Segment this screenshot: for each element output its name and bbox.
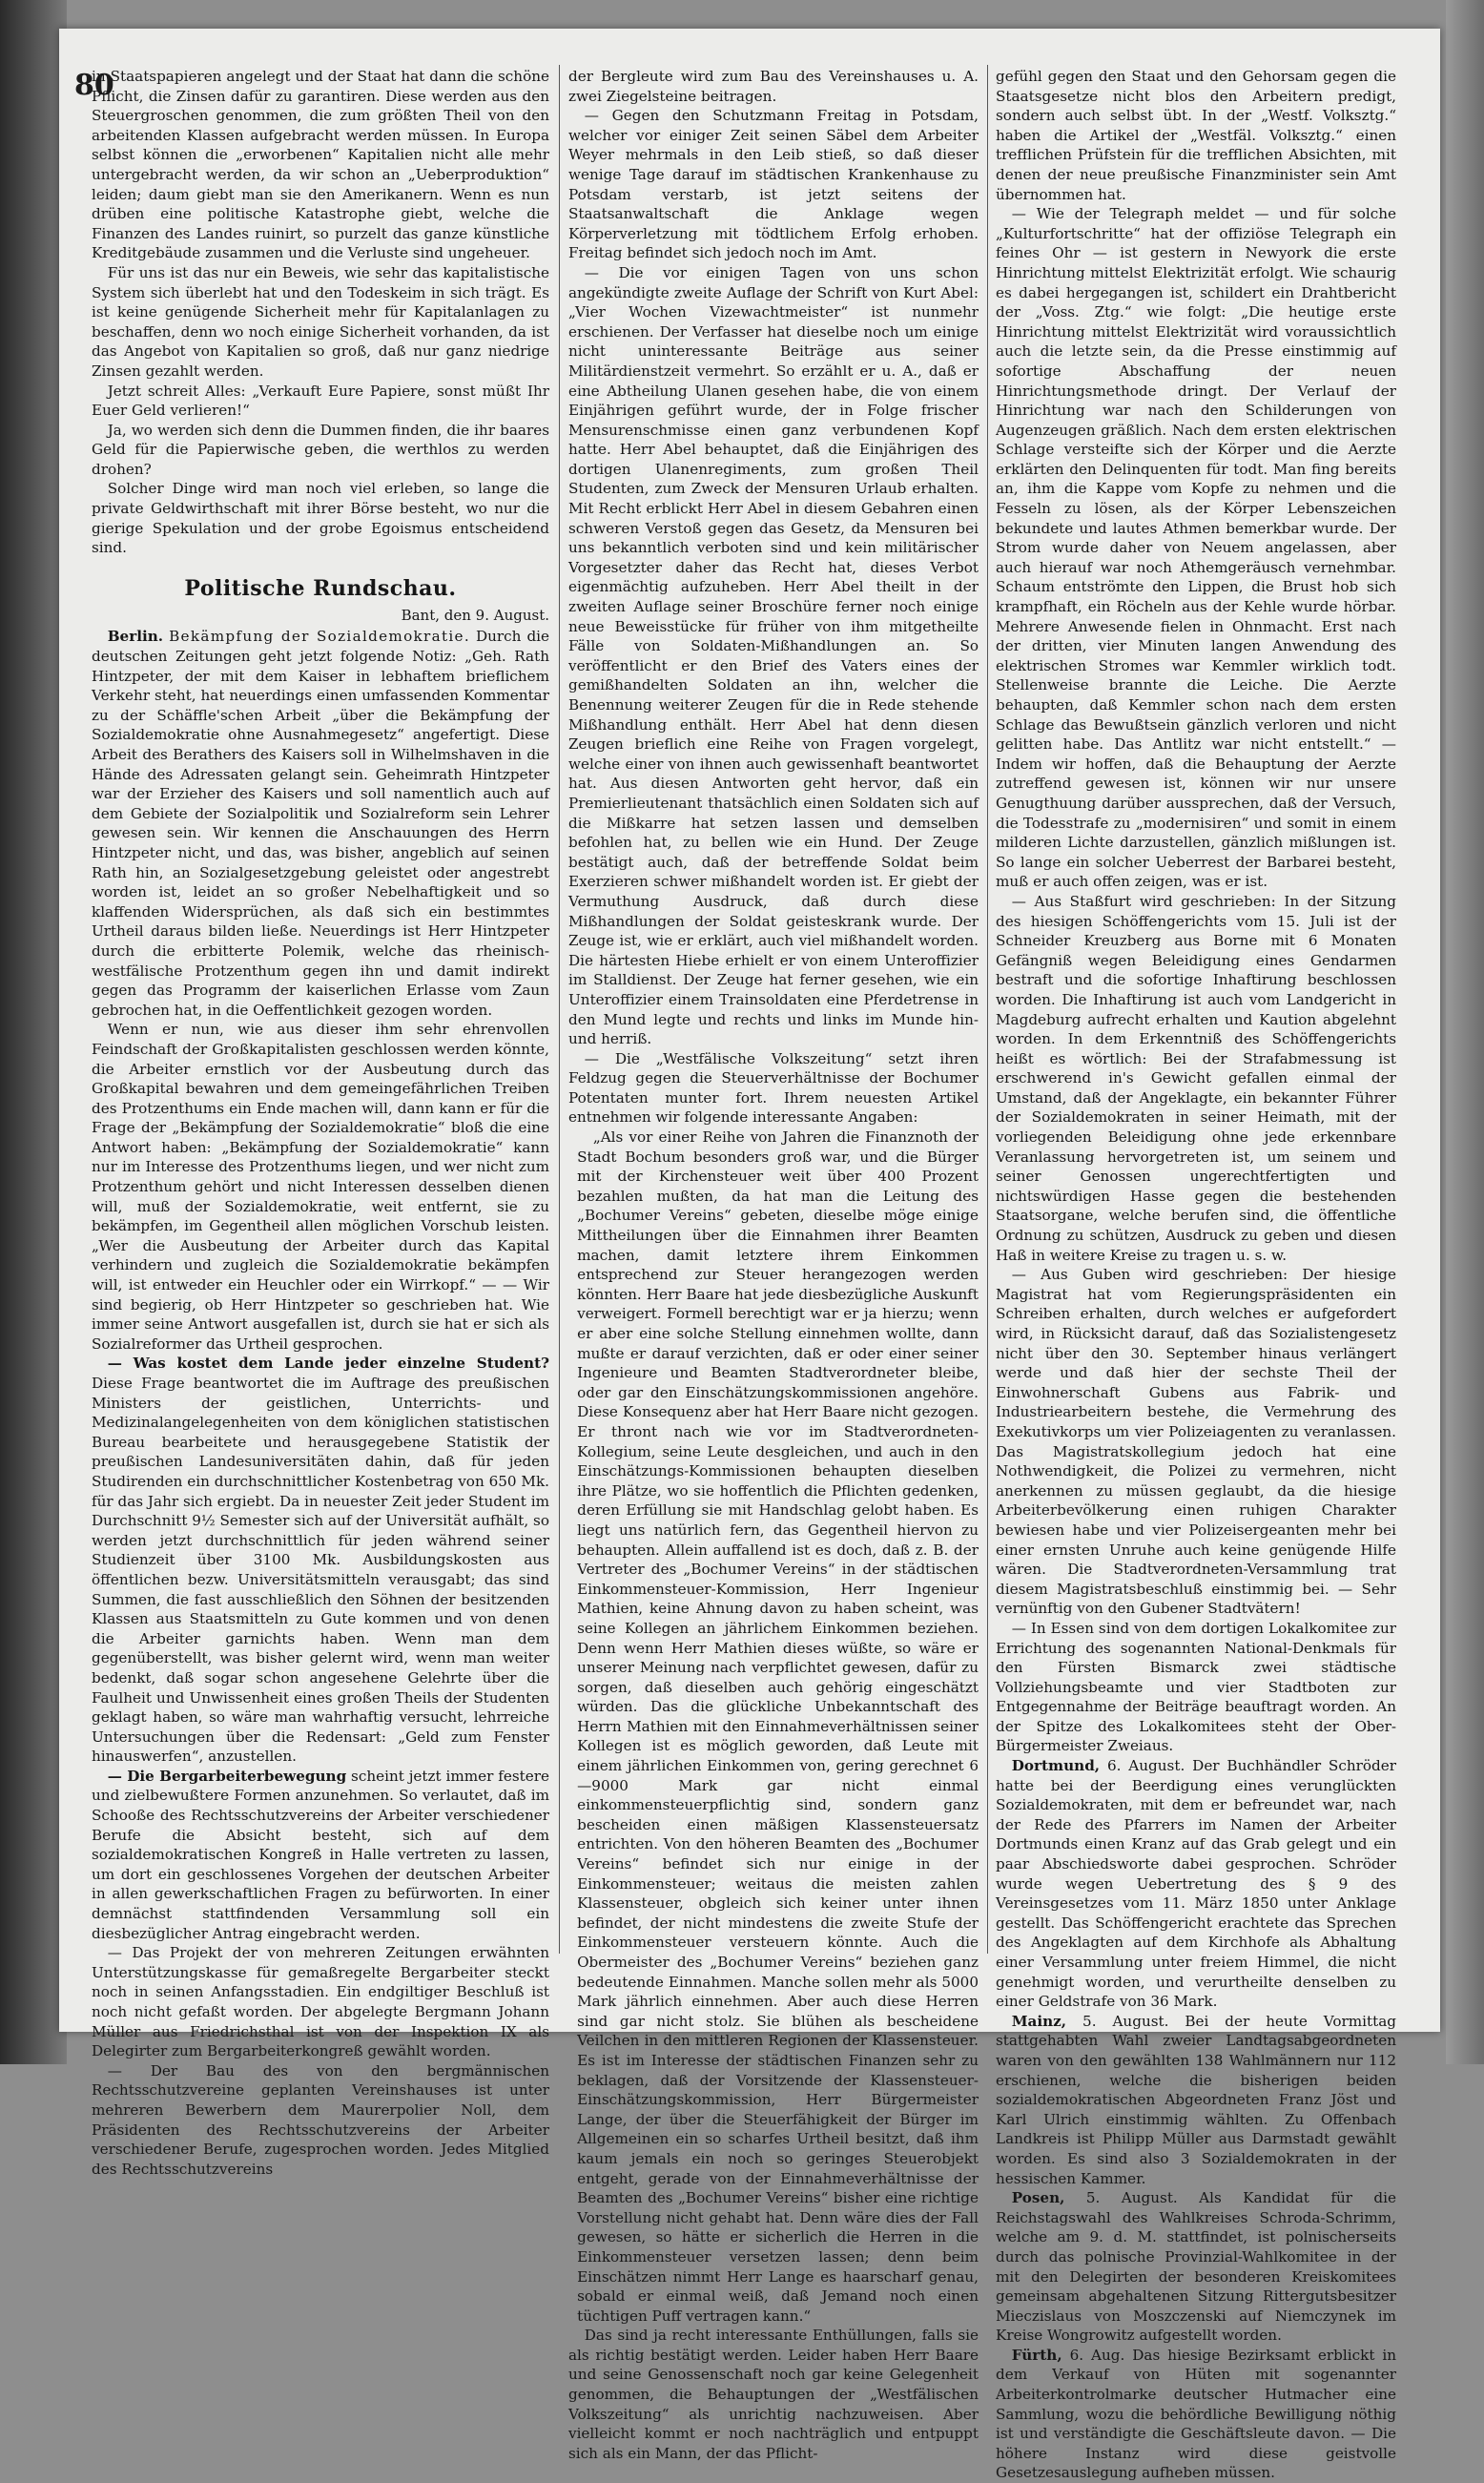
column-rule [987, 65, 988, 1954]
news-item-headline: — Die Bergarbeiterbewegung [107, 1767, 347, 1785]
news-item-headline: — Was kostet dem Lande jeder einzelne Student? [107, 1355, 549, 1373]
news-item: — In Essen sind von dem dortigen Lokalkomitee zur Errichtung des sogenannten National-Denkmals für den Fürsten Bismarck zwei städtische Vollziehungsbeamte und vier Stadtboten zur Entgegennahme der Beiträge beauftragt worden. An der Spitze des Lokalkomitees steht der Ober-Bürgermeister Zweiaus. [996, 1619, 1396, 1755]
column-left [92, 67, 550, 2178]
column-middle [568, 67, 979, 2462]
article-paragraph: Das sind ja recht interessante Enthüllungen, falls sie als richtig bestätigt werden. Leider haben Herr Baare und seine Genossenschaft noch gar keine Gelegenheit genommen, die Behauptungen der „Westfälischen Volkszeitung“ als unrichtig nachzuweisen. Aber vielleicht kommt er noch nachträglich und entpuppt sich als ein Mann, der das Pflicht- [568, 2327, 979, 2462]
news-item-text: Durch die deutschen Zeitungen geht jetzt folgende Notiz: „Geh. Rath Hintzpeter, der mit dem Kaiser in lebhaftem brieflichem Verkehr steht, hat neuerdings einen umfassenden Kommentar zu der Schäffle'schen Arbeit „über die Bekämpfung der Sozialdemokratie ohne Ausnahmegesetz“ angefertigt. Diese Arbeit des Berathers des Kaisers soll in Wilhelmshaven in die Hände des Adressaten gelangt sein. Geheimrath Hintzpeter war der Erzieher des Kaisers und soll namentlich auch auf dem Gebiete der Sozialpolitik und Sozialreform sein Lehrer gewesen sein. Wir kennen die Anschauungen des Herrn Hintzpeter nicht, und das, was bisher, angeblich auf seinen Rath hin, an Sozialgesetzgebung geleistet oder angestrebt worden ist, leidet an so großer Nebelhaftigkeit und so klaffenden Widersprüchen, als daß sich ein bestimmtes Urtheil daraus bilden ließe. Neuerdings ist Herr Hintzpeter durch die erbitterte Polemik, welche das rheinisch-westfälische Protzenthum gegen ihn und damit indirekt gegen das Programm der kaiserlichen Erlasse vom Zaun gebrochen hat, in die Oeffentlichkeit gezogen worden. [92, 628, 550, 1019]
news-item-text: 6. August. Der Buchhändler Schröder hatte bei der Beerdigung eines verunglückten Sozialdemokraten, mit dem er befreundet war, nach der Rede des Pfarrers im Namen der Arbeiter Dortmunds einen Kranz auf das Grab gelegt und ein paar Abschiedsworte dabei gesprochen. Schröder wurde wegen Uebertretung des § 9 des Vereinsgesetzes vom 11. März 1850 unter Anklage gestellt. Das Schöffengericht erachtete das Sprechen des Angeklagten auf dem Kirchhofe als Abhaltung einer Versammlung unter freiem Himmel, die nicht genehmigt worden, und verurtheilte denselben zu einer Geldstrafe von 36 Mark. [996, 1757, 1396, 2011]
news-item [996, 1756, 1396, 2012]
article-paragraph: gefühl gegen den Staat und den Gehorsam gegen die Staatsgesetze nicht blos den Arbeitern predigt, sondern auch selbst übt. In der „Westf. Volksztg.“ haben die Artikel der „Westfäl. Volksztg.“ einen trefflichen Prüfstein für die trefflichen Absichten, mit denen der neue preußische Finanzminister sein Amt übernommen hat. [996, 68, 1396, 203]
news-item [996, 2012, 1396, 2188]
news-item-text: 5. August. Als Kandidat für die Reichstagswahl des Wahlkreises Schroda-Schrimm, welche am 9. d. M. stattfindet, ist polnischerseits durch das polnische Provinzial-Wahlkomitee in der mit den Delegirten der besonderen Kreiskomitees gemeinsam abgehaltenen Sitzung Rittergutsbesitzer Mieczislaus von Moszczenski auf Niemczynek im Kreise Wongrowitz aufgestellt worden. [996, 2189, 1396, 2345]
news-item-place: Berlin. [107, 628, 164, 646]
news-item: — Der Bau des von den bergmännischen Rechtsschutzvereine geplanten Vereinshauses ist unter mehreren Bewerbern dem Maurerpolier Noll, dem Präsidenten des Rechtsschutzvereins der Arbeiter verschiedener Berufe, zugesprochen worden. Jedes Mitglied des Rechtsschutzvereins [92, 2061, 549, 2178]
article-paragraph: Jetzt schreit Alles: „Verkauft Eure Papiere, sonst müßt Ihr Euer Geld verlieren!“ [92, 382, 549, 420]
section-title: Politische Rundschau. [184, 575, 457, 601]
news-item-subhead: Bekämpfung der Sozialdemokratie. [169, 628, 470, 646]
news-item: — Wie der Telegraph meldet — und für solche „Kulturfortschritte“ hat der offiziöse Telegraph ein feines Ohr — ist gestern in Newyork die erste Hinrichtung mittelst Elektrizität erfolgt. Wie schaurig es dabei hergegangen ist, schildert ein Drahtbericht der „Voss. Ztg.“ wie folgt: „Die heutige erste Hinrichtung mittelst Elektrizität wird voraussichtlich auch die letzte sein, da die Presse einstimmig auf sofortige Abschaffung der neuen Hinrichtungsmethode dringt. Der Verlauf der Hinrichtung war nach den Schilderungen von Augenzeugen gräßlich. Nach dem ersten elektrischen Schlage versteifte sich der Körper und die Aerzte erklärten den Delinquenten für todt. Man fing bereits an, ihm die Kappe vom Kopfe zu nehmen und die Fesseln zu lösen, als der Körper Lebenszeichen bekundete und lautes Athmen bemerkbar wurde. Der Strom wurde daher von Neuem angelassen, aber auch hierauf war noch Athemgeräusch vernehmbar. Schaum entströmte den Lippen, die Brust hob sich krampfhaft, ein Röcheln aus der Kehle wurde hörbar. Mehrere Anwesende fielen in Ohnmacht. Erst nach der dritten, vier Minuten langen Anwendung des elektrischen Stromes war Kemmler wirklich todt. Stellenweise brannte die Leiche. Die Aerzte behaupten, daß Kemmler schon nach dem ersten Schlage das Bewußtsein gänzlich verloren und nicht gelitten habe. Das Antlitz war nicht entstellt.“ — Indem wir hoffen, daß die Behauptung der Aerzte zutreffend gewesen ist, können wir nur unsere Genugthuung darüber aussprechen, daß der Versuch, die Todesstrafe zu „modernisiren“ und somit in einem milderen Lichte darzustellen, gänzlich mißlungen ist. So lange ein solcher Ueberrest der Barbarei besteht, muß er auch offen zeigen, was er ist. [996, 205, 1396, 891]
news-item [92, 627, 549, 1020]
article-paragraph: der Bergleute wird zum Bau des Vereinshauses u. A. zwei Ziegelsteine beitragen. [568, 68, 979, 105]
news-item [92, 1767, 549, 1943]
news-item [996, 2188, 1396, 2346]
section-dateline: Bant, den 9. August. [401, 606, 549, 624]
article-paragraph: in Staatspapieren angelegt und der Staat hat dann die schöne Pflicht, die Zinsen dafür zu garantiren. Diese werden aus den Steuergroschen genommen, die zum größten Theil von den arbeitenden Klassen aufgebracht werden müssen. In Europa selbst können die „erworbenen“ Kapitalien nicht alle mehr untergebracht werden, da wir schon an „Ueberproduktion“ leiden; daum giebt man sie den Amerikanern. Wenn es nun drüben eine politische Katastrophe giebt, welche die Finanzen des Landes ruinirt, so purzelt das ganze künstliche Kreditgebäude zusammen und die Verluste sind ungeheuer. [92, 68, 549, 262]
news-item: — Gegen den Schutzmann Freitag in Potsdam, welcher vor einiger Zeit seinen Säbel dem Arbeiter Weyer mehrmals in den Leib stieß, so daß dieser wenige Tage darauf im städtischen Krankenhause zu Potsdam verstarb, ist jetzt seitens der Staatsanwaltschaft die Anklage wegen Körperverletzung mit tödtlichem Erfolg erhoben. Freitag befindet sich jedoch noch im Amt. [568, 107, 979, 262]
article-paragraph: Wenn er nun, wie aus dieser ihm sehr ehrenvollen Feindschaft der Großkapitalisten geschlossen werden könnte, die Arbeiter ernstlich vor der Ausbeutung durch das Großkapital bewahren und dem gemeingefährlichen Treiben des Protzenthums ein Ende machen will, dann kann er für die Frage der „Bekämpfung der Sozialdemokratie“ bloß die eine Antwort haben: „Bekämpfung der Sozialdemokratie“ kann nur im Interesse des Protzenthums liegen, und wer nicht zum Protzenthum gehört und nicht Interessen desselben dienen will, muß der Sozialdemokratie, weit entfernt, sie zu bekämpfen, im Gegentheil allen möglichen Vorschub leisten. „Wer die Ausbeutung der Arbeiter durch das Kapital verhindern und zugleich die Sozialdemokratie bekämpfen will, ist entweder ein Heuchler oder ein Wirrkopf.“ — — Wir sind begierig, ob Herr Hintzpeter so geschrieben hat. Wie immer seine Antwort ausgefallen ist, durch sie hat er sich als Sozialreformer das Urtheil gesprochen. [92, 1021, 549, 1353]
scan-binding-shadow [0, 0, 67, 2064]
news-item-text: 5. August. Bei der heute Vormittag stattgehabten Wahl zweier Landtagsabgeordneten waren von den gewählten 138 Wahlmännern nur 112 erschienen, welche die bisherigen beiden sozialdemokratischen Abgeordneten Franz Jöst und Karl Ulrich einstimmig wählten. Zu Offenbach Landkreis ist Philipp Müller aus Darmstadt gewählt worden. Es sind also 3 Sozialdemokraten in der hessischen Kammer. [996, 2012, 1396, 2187]
news-item [92, 1354, 549, 1766]
article-paragraph: Ja, wo werden sich denn die Dummen finden, die ihr baares Geld für die Papierwische geben, die werthlos zu werden drohen? [92, 421, 549, 478]
news-item-place: Mainz, [1011, 2012, 1067, 2030]
news-item: — Die „Westfälische Volkszeitung“ setzt ihren Feldzug gegen die Steuerverhältnisse der Bochumer Potentaten munter fort. Ihrem neuesten Artikel entnehmen wir folgende interessante Angaben: [568, 1049, 979, 1127]
news-item-place: Fürth, [1011, 2346, 1062, 2364]
column-rule [559, 65, 560, 1954]
news-item-place: Posen, [1011, 2189, 1065, 2207]
news-item: — Aus Staßfurt wird geschrieben: In der Sitzung des hiesigen Schöffengerichts vom 15. Juli ist der Schneider Kreuzberg aus Borne mit 6 Monaten Gefängniß wegen Beleidigung eines Gendarmen bestraft und die sofortige Inhaftirung beschlossen worden. Die Inhaftirung ist auch vom Landgericht in Magdeburg aufrecht erhalten und Kaution abgelehnt worden. In dem Erkenntniß des Schöffengerichts heißt es wörtlich: Bei der Strafabmessung ist erschwerend in's Gewicht gefallen einmal der Umstand, daß der Angeklagte, ein bekannter Führer der Sozialdemokraten in seiner Heimath, mit der vorliegenden Beleidigung ohne jede erkennbare Veranlassung hervorgetreten ist, um seinem und seiner Genossen ungerechtfertigten und nichtswürdigen Hasse gegen die bestehenden Staatsorgane, welche berufen sind, die öffentliche Ordnung zu schützen, Ausdruck zu geben und diesen Haß in weitere Kreise zu tragen u. s. w. [996, 892, 1396, 1264]
news-item-text: scheint jetzt immer festere und zielbewußtere Formen anzunehmen. So verlautet, daß im Schooße des Rechtsschutzvereins der Arbeiter verschiedener Berufe die Absicht besteht, sich auf dem sozialdemokratischen Kongreß in Halle vertreten zu lassen, um dort ein geschlossenes Vorgehen der deutschen Arbeiter in allen gewerkschaftlichen Fragen zu befürworten. In einer demnächst stattfindenden Versammlung soll ein diesbezüglicher Antrag eingebracht werden. [92, 1767, 549, 1942]
news-item-text: 6. Aug. Das hiesige Bezirksamt erblickt in dem Verkauf von Hüten mit sogenannter Arbeiterkontrolmarke deutscher Hutmacher eine Sammlung, wozu die behördliche Bewilligung nöthig ist und verständigte die Geschäftsleute davon. — Die höhere Instanz wird diese geistvolle Gesetzesauslegung aufheben müssen. [996, 2346, 1397, 2482]
scan-edge-shadow [1446, 0, 1484, 2064]
news-item: — Die vor einigen Tagen von uns schon angekündigte zweite Auflage der Schrift von Kurt Abel: „Vier Wochen Vizewachtmeister“ ist nunmehr erschienen. Der Verfasser hat dieselbe noch um einige nicht uninteressante Beiträge aus seiner Militärdienstzeit vermehrt. So erzählt er u. A., daß er eine Abtheilung Ulanen gesehen habe, die von einem Einjährigen geführt wurde, der in Folge frischer Mensurenschmisse einen ganz verbundenen Kopf hatte. Herr Abel behauptet, daß die Einjährigen des dortigen Ulanenregiments, zum großen Theil Studenten, zum Zweck der Mensuren Urlaub erhalten. Mit Recht erblickt Herr Abel in diesem Gebahren einen schweren Verstoß gegen das Gesetz, da Mensuren bei uns bekanntlich verboten sind und kein militärischer Vorgesetzter daher das Recht hat, dieses Verbot eigenmächtig aufzuheben. Herr Abel theilt in der zweiten Auflage seiner Broschüre ferner noch einige neue Beweisstücke für früher von ihm mitgetheilte Fälle von Soldaten-Mißhandlungen an. So veröffentlicht er den Brief des Vaters eines der gemißhandelten Soldaten an ihn, welcher die Benennung weiterer Zeugen für die in Rede stehende Mißhandlung enthält. Herr Abel hat denn diesen Zeugen brieflich eine Reihe von Fragen vorgelegt, welche einer von ihnen auch gewissenhaft beantwortet hat. Aus diesen Antworten geht hervor, daß ein Premierlieutenant thatsächlich einen Soldaten sich auf die Mißkarre hat setzen lassen und demselben befohlen hat, zu bellen wie ein Hund. Der Zeuge bestätigt auch, daß der betreffende Soldat beim Exerzieren schwer mißhandelt worden ist. Er giebt der Vermuthung Ausdruck, daß durch diese Mißhandlungen der Soldat geisteskrank wurde. Der Zeuge ist, wie er erklärt, auch viel mißhandelt worden. Die härtesten Hiebe erhielt er von einem Unteroffizier im Stalldienst. Der Zeuge hat ferner gesehen, wie ein Unteroffizier einem Trainsoldaten eine Pferdetrense in den Mund legte und rechts und links im Munde hin- und herriß. [568, 263, 979, 1048]
article-paragraph: Solcher Dinge wird man noch viel erleben, so lange die private Geldwirthschaft mit ihrer Börse besteht, wo nur die gierige Spekulation und der grobe Egoismus entscheidend sind. [92, 480, 549, 557]
news-item [996, 2346, 1396, 2483]
column-right [996, 67, 1397, 2482]
article-paragraph: Für uns ist das nur ein Beweis, wie sehr das kapitalistische System sich überlebt hat und den Todeskeim in sich trägt. Es ist keine genügende Sicherheit mehr für Kapitalanlagen zu beschaffen, denn wo noch einige Sicherheit vorhanden, da ist das Angebot von Kapitalien so groß, daß nur ganz niedrige Zinsen gezahlt werden. [92, 263, 549, 380]
news-item-place: Dortmund, [1011, 1757, 1101, 1775]
news-item: — Das Projekt der von mehreren Zeitungen erwähnten Unterstützungskasse für gemaßregelte Bergarbeiter steckt noch in seinen Anfangsstadien. Ein endgiltiger Beschluß ist noch nicht gefaßt worden. Der abgelegte Bergmann Johann Müller aus Friedrichsthal ist von der Inspektion IX als Delegirter zum Bergarbeiterkongreß gewählt worden. [92, 1944, 549, 2060]
quoted-article: „Als vor einer Reihe von Jahren die Finanznoth der Stadt Bochum besonders groß war, und die Bürger mit der Kirchensteuer weit über 400 Prozent bezahlen mußten, da hat man die Leitung des „Bochumer Vereins“ gebeten, dieselbe möge einige Mittheilungen über die Einnahmen ihrer Beamten machen, damit letztere ihrem Einkommen entsprechend zur Steuer herangezogen werden könnten. Herr Baare hat jede diesbezügliche Auskunft verweigert. Formell berechtigt war er ja hierzu; wenn er aber eine solche Stellung einnehmen wollte, dann mußte er darauf verzichten, daß er oder einer seiner Ingenieure und Beamten Stadtverordneter bleibe, oder gar den Einschätzungskommissionen angehöre. Diese Konsequenz aber hat Herr Baare nicht gezogen. Er thront nach wie vor im Stadtverordneten-Kollegium, seine Leute desgleichen, und auch in den Einschätzungs-Kommissionen behaupten dieselben ihre Plätze, wo sie hoffentlich die Pflichten gedenken, deren Erfüllung sie mit Handschlag gelobt haben. Es liegt uns natürlich fern, das Gegentheil hiervon zu behaupten. Allein auffallend ist es doch, daß z. B. der Vertreter des „Bochumer Vereins“ in der städtischen Einkommensteuer-Kommission, Herr Ingenieur Mathien, keine Ahnung davon zu haben scheint, was seine Kollegen an jährlichem Einkommen beziehen. Denn wenn Herr Mathien dieses wüßte, so wäre er unserer Meinung nach verpflichtet gewesen, dafür zu sorgen, daß dieselben auch gehörig eingeschätzt würden. Das die glückliche Unbekanntschaft des Herrn Mathien mit den Einnahmeverhältnissen seiner Kollegen ist es möglich geworden, daß Leute mit einem jährlichen Einkommen von, gering gerechnet 6—9000 Mark gar nicht einmal einkommensteuerpflichtig sind, sondern ganz bescheiden einen mäßigen Klassensteuersatz entrichten. Von den höheren Beamten des „Bochumer Vereins“ befindet sich nur einige in der Einkommensteuer; weitaus die meisten zahlen Klassensteuer, obgleich sich keiner unter ihnen befindet, der nicht mindestens die zweite Stufe der Einkommensteuer versteuern könnte. Auch die Obermeister des „Bochumer Vereins“ beziehen ganz bedeutende Einnahmen. Manche sollen mehr als 5000 Mark jährlich einnehmen. Aber auch diese Herren sind gar nicht stolz. Sie blühen als bescheidene Veilchen in den mittleren Regionen der Klassensteuer. Es ist im Interesse der städtischen Finanzen sehr zu beklagen, daß der Vorsitzende der Klassensteuer-Einschätzungskommission, Herr Bürgermeister Lange, der über die Steuerfähigkeit der Bürger im Allgemeinen ein so scharfes Urtheil besitzt, daß ihm kaum jemals ein noch so geringes Steuerobjekt entgeht, gerade von der Einnahmeverhältnisse der Beamten des „Bochumer Vereins“ bisher eine richtige Vorstellung nicht gehabt hat. Denn wäre dies der Fall gewesen, so hätte er sicherlich die Herren in die Einkommensteuer versetzen lassen; denn beim Einschätzen nimmt Herr Lange es haarscharf genau, sobald er einmal weiß, daß Jemand noch einen tüchtigen Puff vertragen kann.“ [577, 1128, 979, 2325]
news-item: — Aus Guben wird geschrieben: Der hiesige Magistrat hat vom Regierungspräsidenten ein Schreiben erhalten, durch welches er aufgefordert wird, in Rücksicht darauf, daß das Sozialistengesetz nicht über den 30. September hinaus verlängert werde und daß hier der sechste Theil der Einwohnerschaft Gubens aus Fabrik- und Industriearbeitern bestehe, die Vermehrung des Exekutivkorps um vier Polizeiagenten zu veranlassen. Das Magistratskollegium jedoch hat eine Nothwendigkeit, die Polizei zu vermehren, nicht anerkennen zu müssen geglaubt, da die hiesige Arbeiterbevölkerung einen ruhigen Charakter bewiesen habe und vier Polizeisergeanten mehr bei einer ernsten Unruhe auch keine genügende Hilfe wären. Die Stadtverordneten-Versammlung trat diesem Magistratsbeschluß einstimmig bei. — Sehr vernünftig von den Gubener Stadtvätern! [996, 1266, 1396, 1618]
page-number: 80 [74, 69, 114, 102]
news-item-text: Diese Frage beantwortet die im Auftrage des preußischen Ministers der geistlichen, Unterrichts- und Medizinalangelegenheiten von dem königlichen statistischen Bureau bearbeitete und herausgegebene Statistik der preußischen Landesuniversitäten dahin, daß für jeden Studirenden ein durchschnittlicher Kostenbetrag von 650 Mk. für das Jahr sich ergiebt. Da in neuester Zeit jeder Student im Durchschnitt 9½ Semester sich auf der Universität aufhält, so werden jetzt durchschnittlich für jeden während seiner Studienzeit über 3100 Mk. Ausbildungskosten aus öffentlichen bezw. Universitätsmitteln verausgabt; das sind Summen, die fast ausschließlich den Söhnen der besitzenden Klassen aus Staatsmitteln zu Gute kommen und von denen die Arbeiter garnichts haben. Wenn man dem gegenüberstellt, was bisher gelernt wird, wenn man weiter bedenkt, daß sogar schon angesehene Gelehrte über die Faulheit und Unwissenheit eines großen Theils der Studenten geklagt haben, so wäre man wahrhaftig versucht, lehrreiche Untersuchungen über die Redensart: „Geld zum Fenster hinauswerfen“, anzustellen. [92, 1375, 549, 1766]
